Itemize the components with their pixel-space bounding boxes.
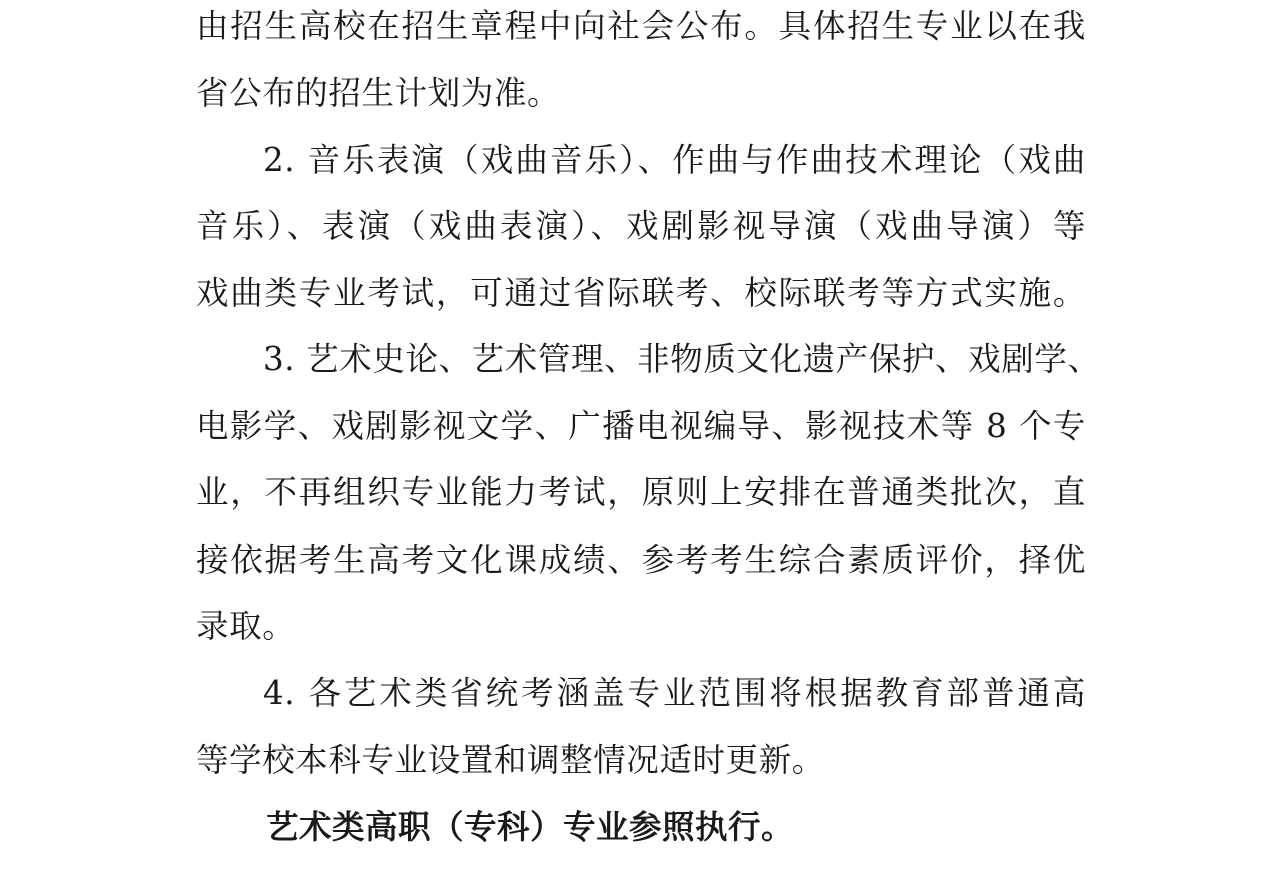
bold-note: 艺术类高职（专科）专业参照执行。 bbox=[266, 808, 795, 846]
paragraph-3-line: 3. 艺术史论、艺术管理、非物质文化遗产保护、戏剧学、 bbox=[263, 340, 1101, 378]
text-line: 接依据考生高考文化课成绩、参考考生综合素质评价，择优 bbox=[196, 541, 1086, 579]
text-line: 等学校本科专业设置和调整情况适时更新。 bbox=[196, 741, 825, 779]
paragraph-4-line: 4. 各艺术类省统考涵盖专业范围将根据教育部普通高 bbox=[263, 674, 1086, 712]
text-line: 电影学、戏剧影视文学、广播电视编导、影视技术等 8 个专 bbox=[196, 407, 1086, 445]
text-line: 省公布的招生计划为准。 bbox=[196, 74, 561, 112]
text-line: 戏曲类专业考试，可通过省际联考、校际联考等方式实施。 bbox=[196, 274, 1086, 312]
text-line: 录取。 bbox=[196, 607, 296, 645]
document-page bbox=[196, 0, 1101, 879]
text-line: 音乐）、表演（戏曲表演）、戏剧影视导演（戏曲导演）等 bbox=[196, 207, 1086, 245]
paragraph-2-line: 2. 音乐表演（戏曲音乐）、作曲与作曲技术理论（戏曲 bbox=[263, 141, 1086, 179]
text-line: 业，不再组织专业能力考试，原则上安排在普通类批次，直 bbox=[196, 473, 1086, 511]
text-line: 由招生高校在招生章程中向社会公布。具体招生专业以在我 bbox=[196, 7, 1086, 45]
